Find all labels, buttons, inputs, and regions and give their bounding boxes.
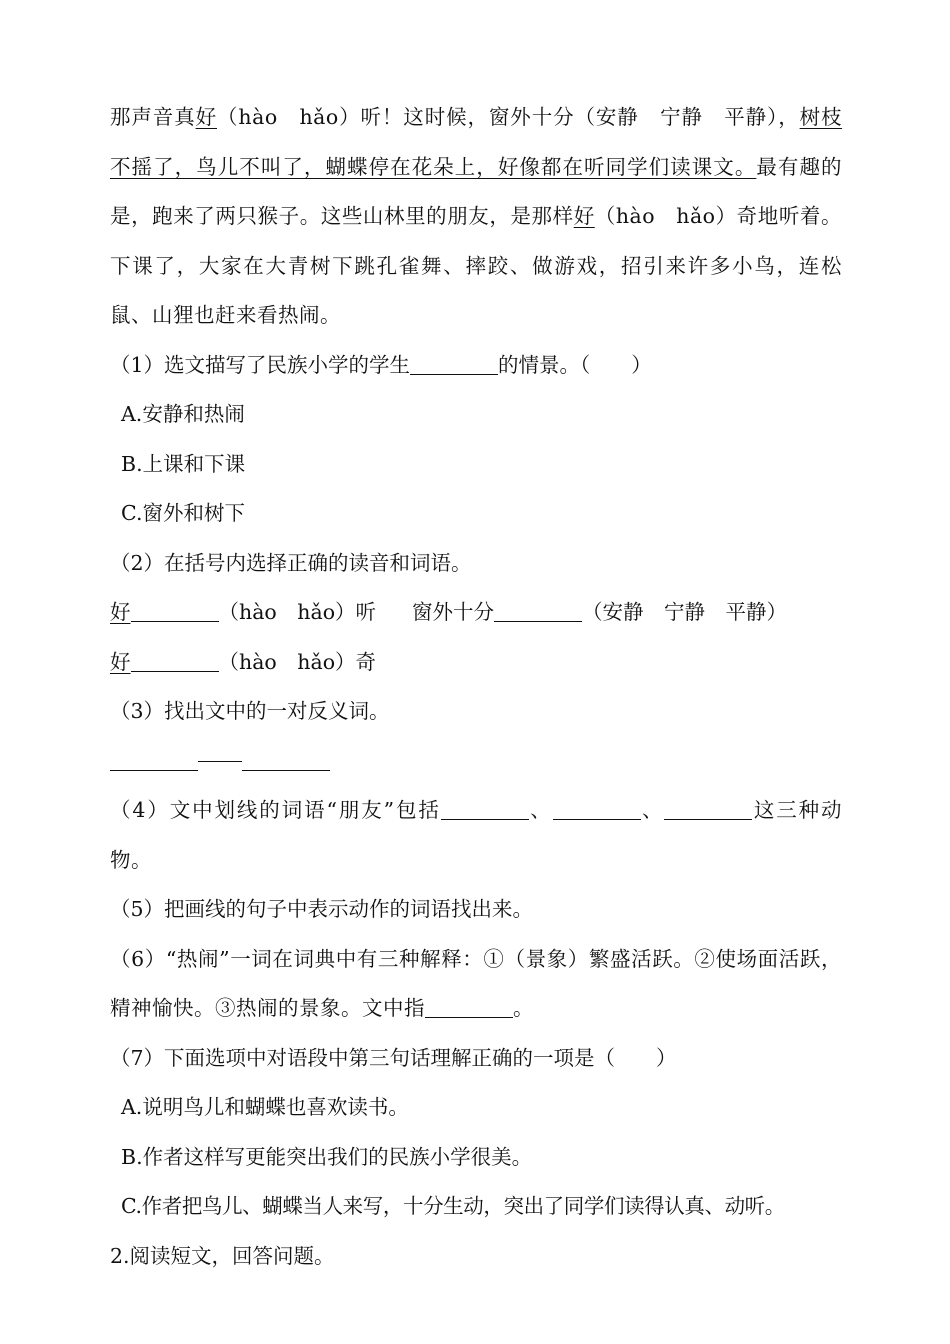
worksheet-page <box>110 93 842 1281</box>
passage-text: （hào hǎo）奇地听着。下课了，大家在大青树下跳孔雀舞、摔跤、做游戏，招引来许多小鸟，连松鼠、山狸也赶来看热闹。 <box>110 204 842 327</box>
question-4-stem-end: 这三种动物。 <box>110 798 843 872</box>
underlined-sentence: 树枝不摇了，鸟儿不叫了，蝴蝶停在花朵上，好像都在听同学们读课文。 <box>110 105 843 179</box>
question-7-option-c[interactable]: C.作者把鸟儿、蝴蝶当人来写，十分生动，突出了同学们读得认真、动听。 <box>121 1194 785 1218</box>
question-4-stem: （4）文中划线的词语“朋友”包括 <box>110 798 441 822</box>
question-1-option-c[interactable]: C.窗外和树下 <box>121 501 245 525</box>
answer-blank[interactable] <box>553 818 641 820</box>
question-1-option-a[interactable]: A.安静和热闹 <box>121 402 245 426</box>
question-1-stem-end: 的情景。（ ） <box>498 352 652 377</box>
question-5: （5）把画线的句子中表示动作的词语找出来。 <box>110 897 534 921</box>
question-6-stem-end: 。 <box>513 996 534 1020</box>
passage-text: 最有趣的是，跑来了两只猴子。这些山林里的朋友，是那样 <box>110 154 843 228</box>
question-2-line-2 <box>110 638 842 688</box>
word-choice: （安静 宁静 平静） <box>582 600 788 624</box>
passage-text: 那声音真 <box>110 105 196 129</box>
answer-blank[interactable] <box>242 769 330 771</box>
question-1-option-b[interactable]: B.上课和下课 <box>121 451 246 476</box>
question-4 <box>110 786 842 885</box>
phrase-text: 窗外十分 <box>412 600 495 624</box>
answer-blank[interactable] <box>425 1016 513 1018</box>
answer-blank[interactable] <box>664 818 752 820</box>
question-2-line-1 <box>110 588 842 638</box>
answer-blank[interactable] <box>131 670 219 672</box>
answer-blank[interactable] <box>410 373 498 375</box>
pinyin-choice: （hào hǎo）奇 <box>218 649 377 674</box>
question-7: （7）下面选项中对语段中第三句话理解正确的一项是（ ） <box>110 1045 677 1070</box>
reading-passage <box>110 93 842 341</box>
question-1-stem: （1）选文描写了民族小学的学生 <box>110 352 411 377</box>
underlined-hao-2: 好 <box>573 204 595 228</box>
question-7-option-a[interactable]: A.说明鸟儿和蝴蝶也喜欢读书。 <box>121 1095 409 1119</box>
underlined-hao-1: 好 <box>195 105 217 129</box>
answer-blank[interactable] <box>131 620 219 622</box>
question-6 <box>110 935 842 1034</box>
answer-blank[interactable] <box>494 620 582 622</box>
question-7-option-b[interactable]: B.作者这样写更能突出我们的民族小学很美。 <box>121 1144 533 1169</box>
question-6-stem: （6）“热闹”一词在词典中有三种解释：①（景象）繁盛活跃。②使场面活跃，精神愉快。③热闹的景象。文中指 <box>110 946 842 1020</box>
answer-blank[interactable] <box>441 818 529 820</box>
passage-text: （hào hǎo）听！这时候，窗外十分（安静 宁静 平静）， <box>217 105 800 129</box>
answer-blank[interactable] <box>110 769 198 771</box>
question-3-answer-line <box>110 737 842 787</box>
pinyin-choice: （hào hǎo）听 <box>218 600 377 624</box>
separator: 、 <box>640 798 665 822</box>
separator: 、 <box>528 798 553 822</box>
next-section-title: 2.阅读短文，回答问题。 <box>110 1243 335 1268</box>
underlined-hao: 好 <box>110 600 131 624</box>
question-1 <box>110 341 842 391</box>
dash-separator <box>198 760 242 762</box>
underlined-hao: 好 <box>110 649 131 674</box>
question-3: （3）找出文中的一对反义词。 <box>110 699 390 723</box>
question-2: （2）在括号内选择正确的读音和词语。 <box>110 550 472 575</box>
